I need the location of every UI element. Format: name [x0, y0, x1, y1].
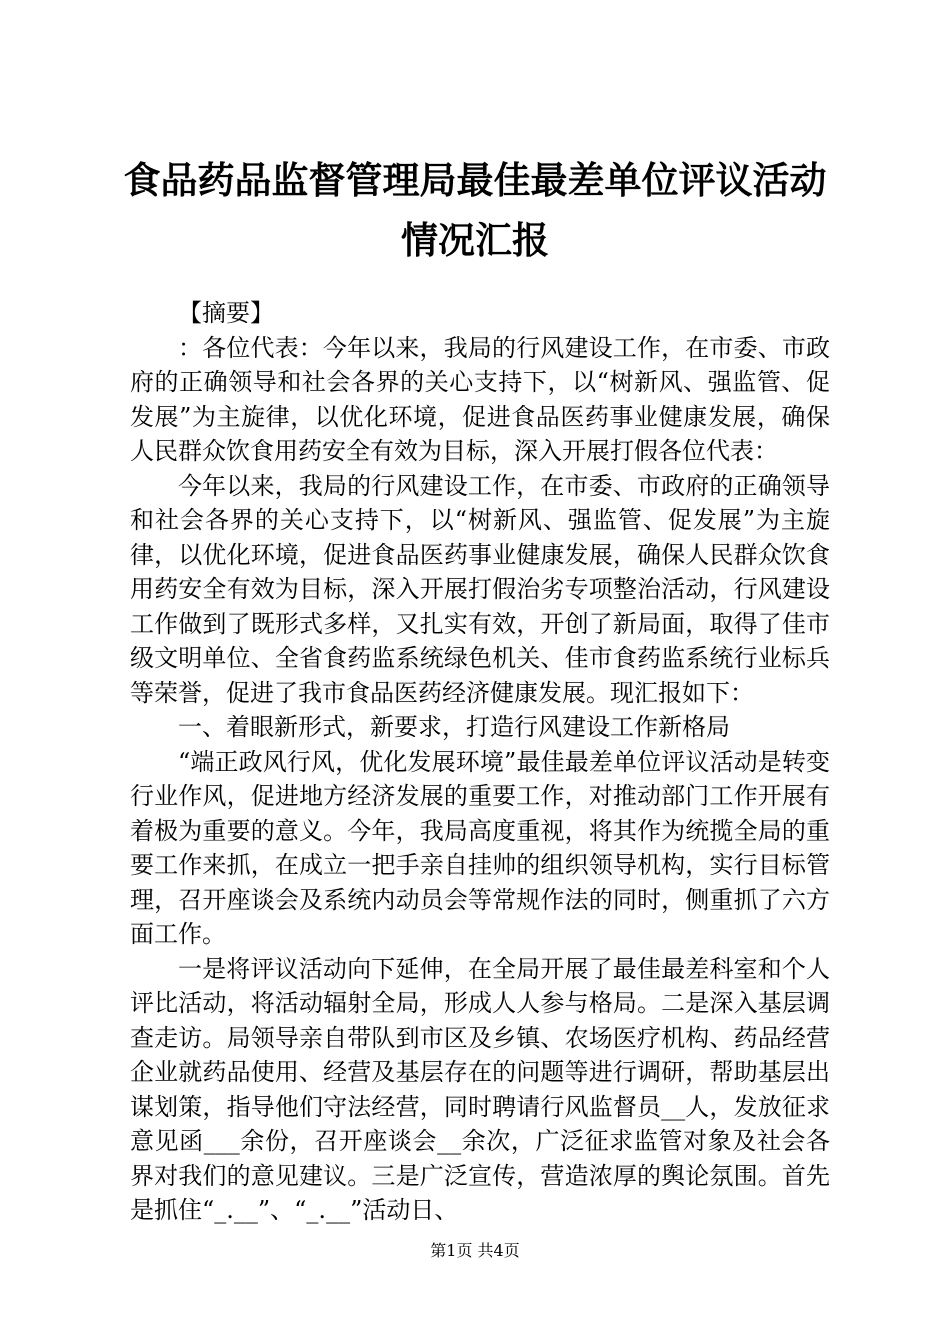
paragraph: ：各位代表：今年以来，我局的行风建设工作，在市委、市政府的正确领导和社会各界的关心支持下，以“树新风、强监管、促发展”为主旋律，以优化环境，促进食品医药事业健康发展，确保人民群众饮食用药安全有效为目标，深入开展打假各位代表： — [130, 333, 830, 465]
section-heading: 一、着眼新形式，新要求，打造行风建设工作新格局 — [178, 713, 730, 741]
paragraph: 今年以来，我局的行风建设工作，在市委、市政府的正确领导和社会各界的关心支持下，以“树新风、强监管、促发展”为主旋律，以优化环境，促进食品医药事业健康发展，确保人民群众饮食用药安全有效为目标，深入开展打假治劣专项整治活动，行风建设工作做到了既形式多样，又扎实有效，开创了新局面，取得了佳市级文明单位、全省食药监系统绿色机关、佳市食药监系统行业标兵等荣誉，促进了我市食品医药经济健康发展。现汇报如下： — [130, 471, 830, 707]
document-body — [130, 296, 830, 1228]
paragraph: 一是将评议活动向下延伸，在全局开展了最佳最差科室和个人评比活动，将活动辐射全局，形成人人参与格局。二是深入基层调查走访。局领导亲自带队到市区及乡镇、农场医疗机构、药品经营企业就药品使用、经营及基层存在的问题等进行调研，帮助基层出谋划策，指导他们守法经营，同时聘请行风监督员__人，发放征求意见函___余份，召开座谈会__余次，广泛征求监管对象及社会各界对我们的意见建议。三是广泛宣传，营造浓厚的舆论氛围。首先是抓住“_.__”、“_.__”活动日、 — [130, 954, 830, 1224]
page-footer: 第1页 共4页 — [430, 1241, 520, 1260]
document-title: 食品药品监督管理局最佳最差单位评议活动情况汇报 — [123, 158, 827, 262]
paragraph: “端正政风行风，优化发展环境”最佳最差单位评议活动是转变行业作风，促进地方经济发展的重要工作，对推动部门工作开展有着极为重要的意义。今年，我局高度重视，将其作为统揽全局的重要工作来抓，在成立一把手亲自挂帅的组织领导机构，实行目标管理，召开座谈会及系统内动员会等常规作法的同时，侧重抓了六方面工作。 — [130, 747, 830, 948]
abstract-heading: 【摘要】 — [178, 299, 274, 327]
